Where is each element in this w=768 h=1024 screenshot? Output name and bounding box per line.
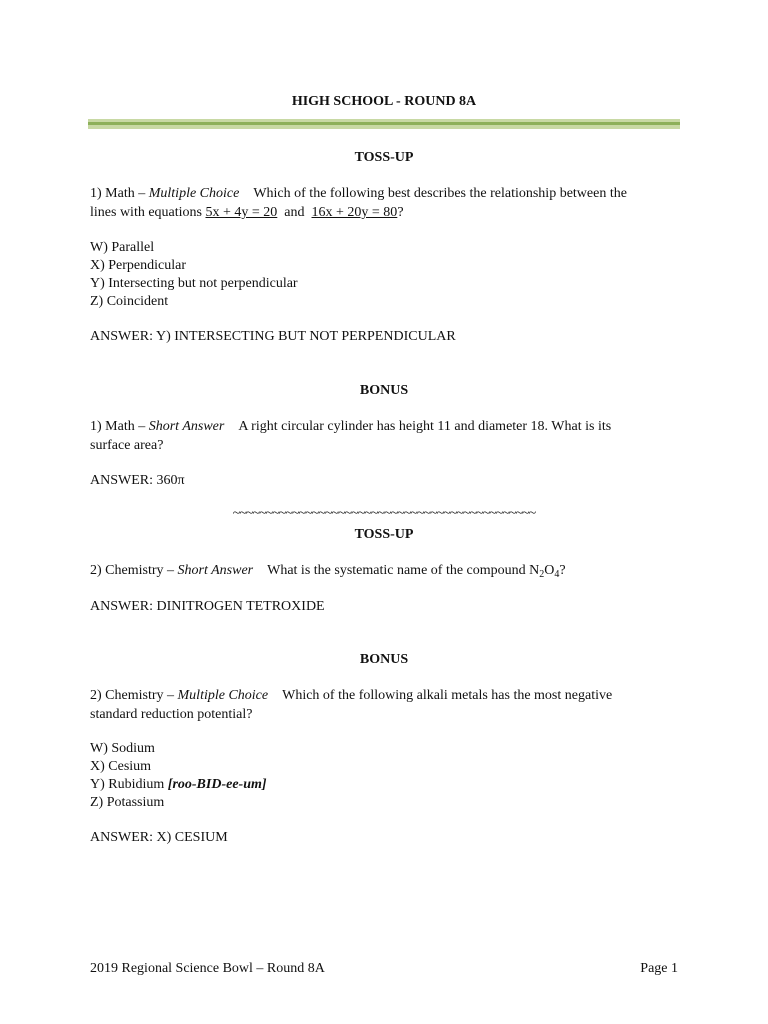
tossup-2-answer: ANSWER: DINITROGEN TETROXIDE bbox=[90, 599, 325, 614]
choice-z: Z) Coincident bbox=[90, 294, 169, 309]
footer-left: 2019 Regional Science Bowl – Round 8A bbox=[90, 961, 325, 976]
tossup-2-question-line1 bbox=[90, 562, 690, 584]
formula-o: O bbox=[544, 563, 555, 578]
choice-x: X) Cesium bbox=[90, 759, 152, 774]
question-number: 1) bbox=[90, 419, 102, 434]
choice-y: Y) Intersecting but not perpendicular bbox=[90, 276, 298, 291]
bonus-2-question-line2: standard reduction potential? bbox=[90, 707, 253, 722]
bonus-1-question-line2: surface area? bbox=[90, 438, 164, 453]
bonus-2-question-line1 bbox=[90, 687, 690, 705]
subscript-2: 2 bbox=[539, 569, 545, 580]
question-number: 2) bbox=[90, 688, 102, 703]
question-dash: – bbox=[138, 186, 146, 201]
subscript-4: 4 bbox=[554, 569, 560, 580]
question-dash: – bbox=[167, 563, 175, 578]
tossup-1-answer: ANSWER: Y) INTERSECTING BUT NOT PERPENDICULAR bbox=[90, 329, 456, 344]
and-text: and bbox=[284, 205, 305, 220]
question-subject: Chemistry bbox=[105, 688, 164, 703]
question-number: 2) bbox=[90, 563, 102, 578]
bonus-1-question-line1 bbox=[90, 418, 690, 436]
bonus-1-heading: BONUS bbox=[359, 383, 409, 398]
section-separator: ~~~~~~~~~~~~~~~~~~~~~~~~~~~~~~~~~~~~~~~~~~~~~~ bbox=[232, 506, 536, 521]
question-dash: – bbox=[167, 688, 175, 703]
question-type: Multiple Choice bbox=[177, 688, 269, 703]
equation-1: 5x + 4y = 20 bbox=[205, 205, 278, 220]
question-type: Short Answer bbox=[177, 563, 254, 578]
choice-y bbox=[90, 776, 690, 794]
question-number: 1) bbox=[90, 186, 102, 201]
question-text: Which of the following alkali metals has the most negative bbox=[282, 688, 613, 703]
question-type: Short Answer bbox=[148, 419, 225, 434]
tossup-1-question-line2 bbox=[90, 204, 690, 222]
equation-2: 16x + 20y = 80 bbox=[311, 205, 398, 220]
question-subject: Math bbox=[105, 419, 135, 434]
question-text: Which of the following best describes the relationship between the bbox=[253, 186, 627, 201]
tossup-2-heading: TOSS-UP bbox=[354, 527, 414, 542]
bonus-2-heading: BONUS bbox=[359, 652, 409, 667]
choice-w: W) Sodium bbox=[90, 741, 155, 756]
question-text: What is the systematic name of the compound N bbox=[267, 563, 540, 578]
question-text: lines with equations bbox=[90, 205, 202, 220]
tossup-1-heading: TOSS-UP bbox=[354, 150, 414, 165]
pronunciation: [roo-BID-ee-um] bbox=[167, 777, 267, 792]
bonus-2-answer: ANSWER: X) CESIUM bbox=[90, 830, 228, 845]
question-mark: ? bbox=[559, 563, 566, 578]
header-divider bbox=[88, 119, 680, 129]
choice-y-label: Y) Rubidium bbox=[90, 777, 165, 792]
page-title: HIGH SCHOOL - ROUND 8A bbox=[291, 94, 477, 109]
question-mark: ? bbox=[397, 205, 404, 220]
question-type: Multiple Choice bbox=[148, 186, 240, 201]
question-text: A right circular cylinder has height 11 and diameter 18. What is its bbox=[238, 419, 612, 434]
question-subject: Chemistry bbox=[105, 563, 164, 578]
tossup-1-question-line1 bbox=[90, 185, 690, 203]
question-dash: – bbox=[138, 419, 146, 434]
bonus-1-answer: ANSWER: 360π bbox=[90, 473, 185, 488]
choice-w: W) Parallel bbox=[90, 240, 155, 255]
choice-x: X) Perpendicular bbox=[90, 258, 187, 273]
choice-z: Z) Potassium bbox=[90, 795, 165, 810]
question-subject: Math bbox=[105, 186, 135, 201]
page-number: Page 1 bbox=[640, 961, 678, 976]
